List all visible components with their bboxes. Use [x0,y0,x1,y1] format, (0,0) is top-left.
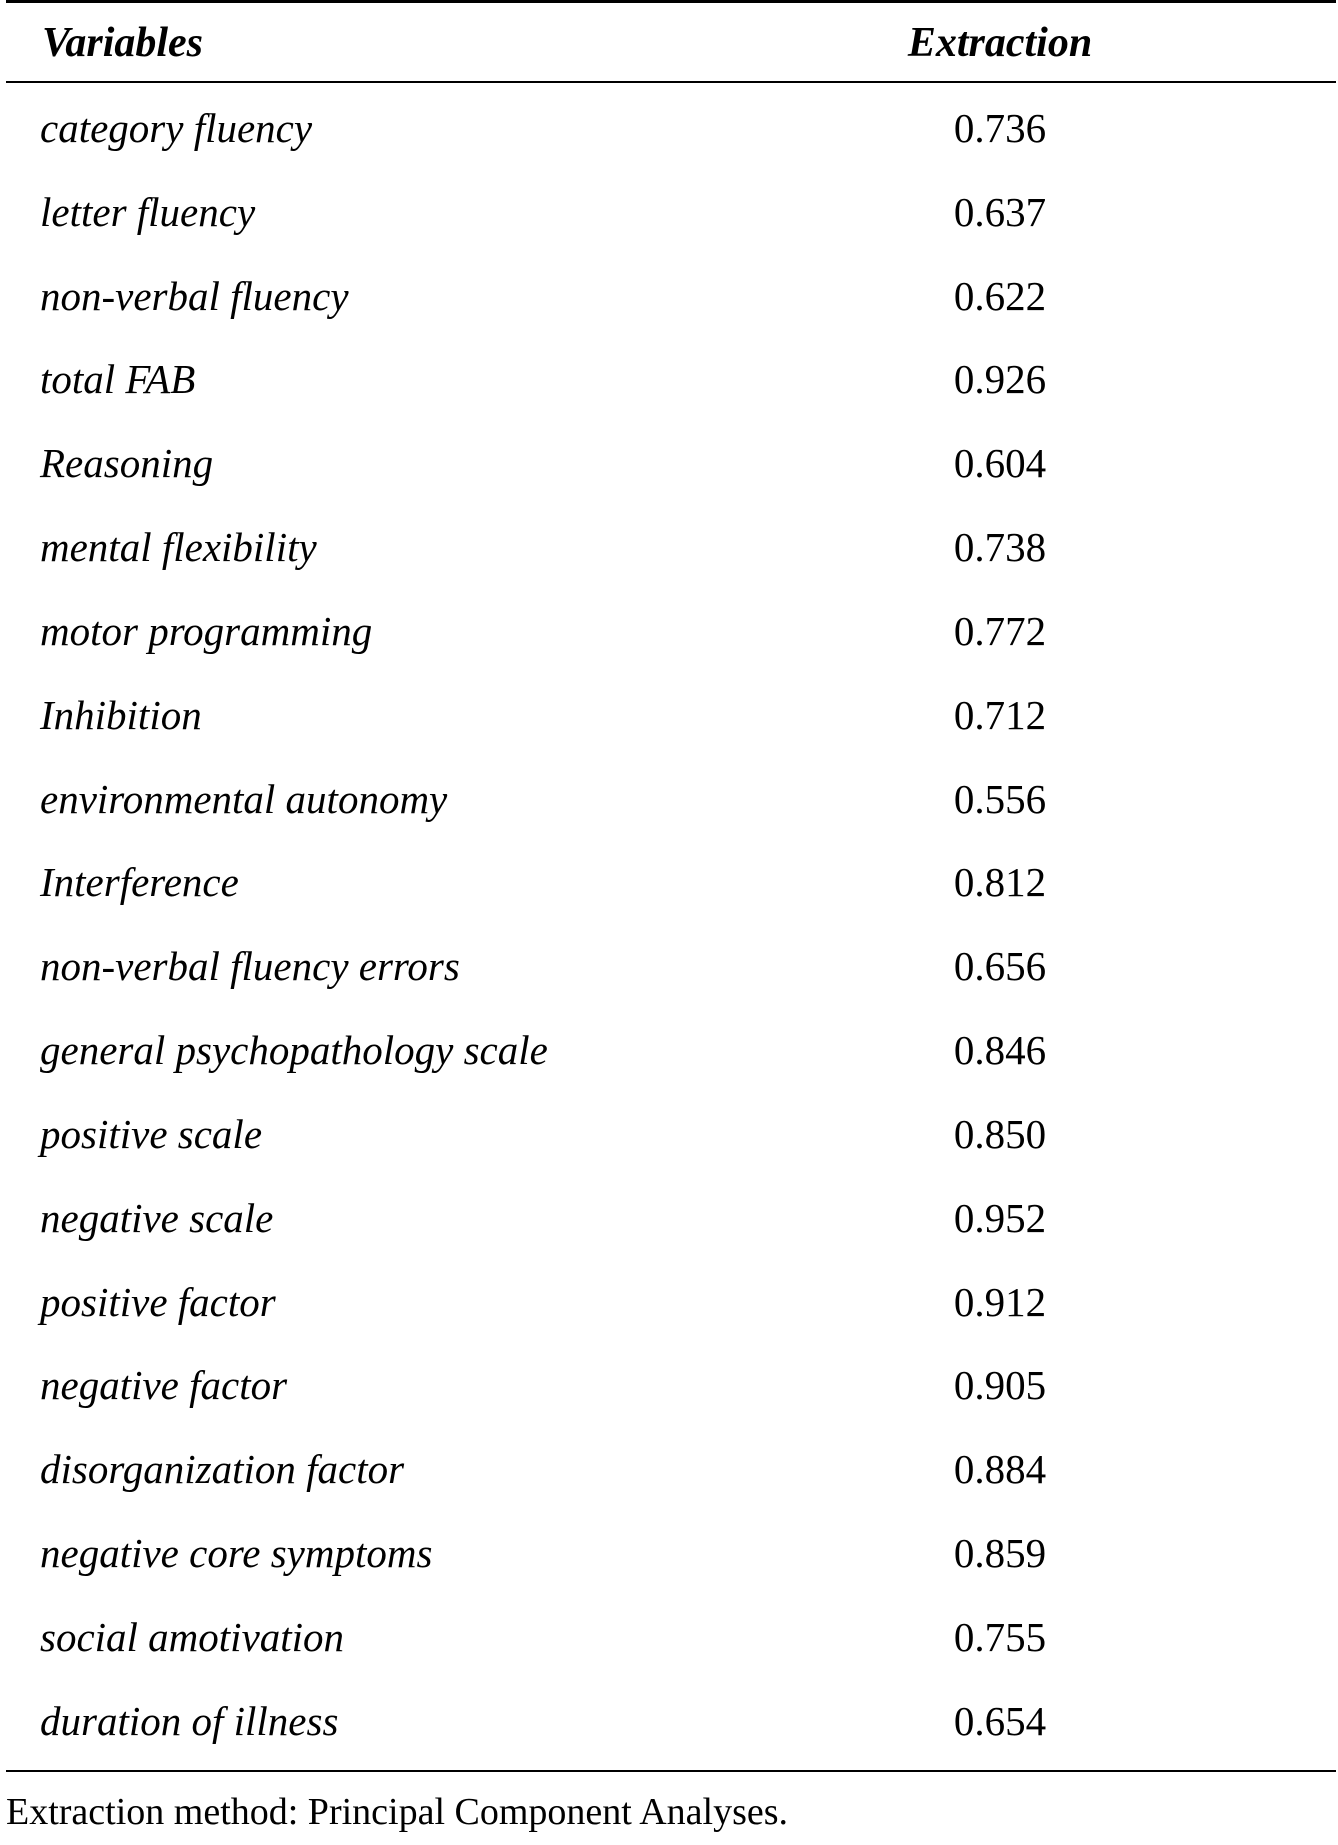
table-row [0,1599,1338,1681]
extraction-value: 0.755 [953,1613,1047,1660]
table-bottom-rule [6,1770,1336,1772]
table-row [0,1264,1338,1346]
table-row [0,844,1338,926]
table-row [0,761,1338,843]
variable-name: negative factor [40,1362,288,1409]
variable-name: category fluency [40,105,313,151]
extraction-value: 0.654 [953,1697,1047,1744]
table-row [0,1515,1338,1597]
variable-name: positive factor [40,1278,276,1325]
table-top-rule [6,0,1336,3]
variable-name: Inhibition [40,691,202,738]
extraction-value: 0.622 [953,272,1047,319]
header-variables: Variables [42,20,204,66]
variable-name: motor programming [40,607,373,654]
table-row [0,593,1338,675]
table-row [0,1683,1338,1765]
table-row [0,341,1338,423]
variable-name: Reasoning [40,440,214,487]
extraction-value: 0.712 [953,691,1047,738]
variable-name: Interference [40,859,239,906]
table-body [0,90,1338,1765]
extraction-value: 0.812 [953,859,1047,906]
table-footnote: Extraction method: Principal Component Analyses. [6,1791,789,1833]
variable-name: positive scale [40,1110,263,1157]
variable-name: non-verbal fluency [40,272,349,319]
variable-name: duration of illness [40,1697,339,1744]
variable-name: non-verbal fluency errors [40,943,460,990]
extraction-value: 0.905 [953,1362,1047,1409]
extraction-value: 0.884 [953,1446,1047,1493]
extraction-value: 0.952 [953,1194,1047,1241]
extraction-value: 0.736 [953,105,1047,151]
variable-name: negative core symptoms [40,1530,433,1577]
table-row [0,425,1338,507]
variable-name: letter fluency [40,188,256,235]
table-row [0,509,1338,591]
variable-name: social amotivation [40,1613,345,1660]
extraction-value: 0.656 [953,943,1047,990]
table-row [0,1096,1338,1178]
extraction-value: 0.912 [953,1278,1047,1325]
extraction-value: 0.772 [953,607,1047,654]
extraction-value: 0.859 [953,1530,1047,1577]
table-row [0,90,1338,172]
table-row [0,1431,1338,1513]
table-row [0,1347,1338,1429]
variable-name: mental flexibility [40,524,317,571]
variable-name: environmental autonomy [40,775,448,822]
variable-name: total FAB [40,356,196,403]
extraction-value: 0.850 [953,1110,1047,1157]
extraction-value: 0.637 [953,188,1047,235]
extraction-value: 0.604 [953,440,1047,487]
extraction-value: 0.926 [953,356,1047,403]
table-row [0,677,1338,759]
table-header-row [0,8,1338,80]
extraction-value: 0.556 [953,775,1047,822]
header-extraction: Extraction [907,20,1093,66]
table-row [0,174,1338,256]
extraction-value: 0.738 [953,524,1047,571]
table-header-rule [6,81,1336,83]
table-row [0,928,1338,1010]
variable-name: general psychopathology scale [40,1027,548,1074]
table-row [0,1012,1338,1094]
extraction-value: 0.846 [953,1027,1047,1074]
table-row [0,1180,1338,1262]
variable-name: negative scale [40,1194,274,1241]
variable-name: disorganization factor [40,1446,405,1493]
table-row [0,258,1338,340]
